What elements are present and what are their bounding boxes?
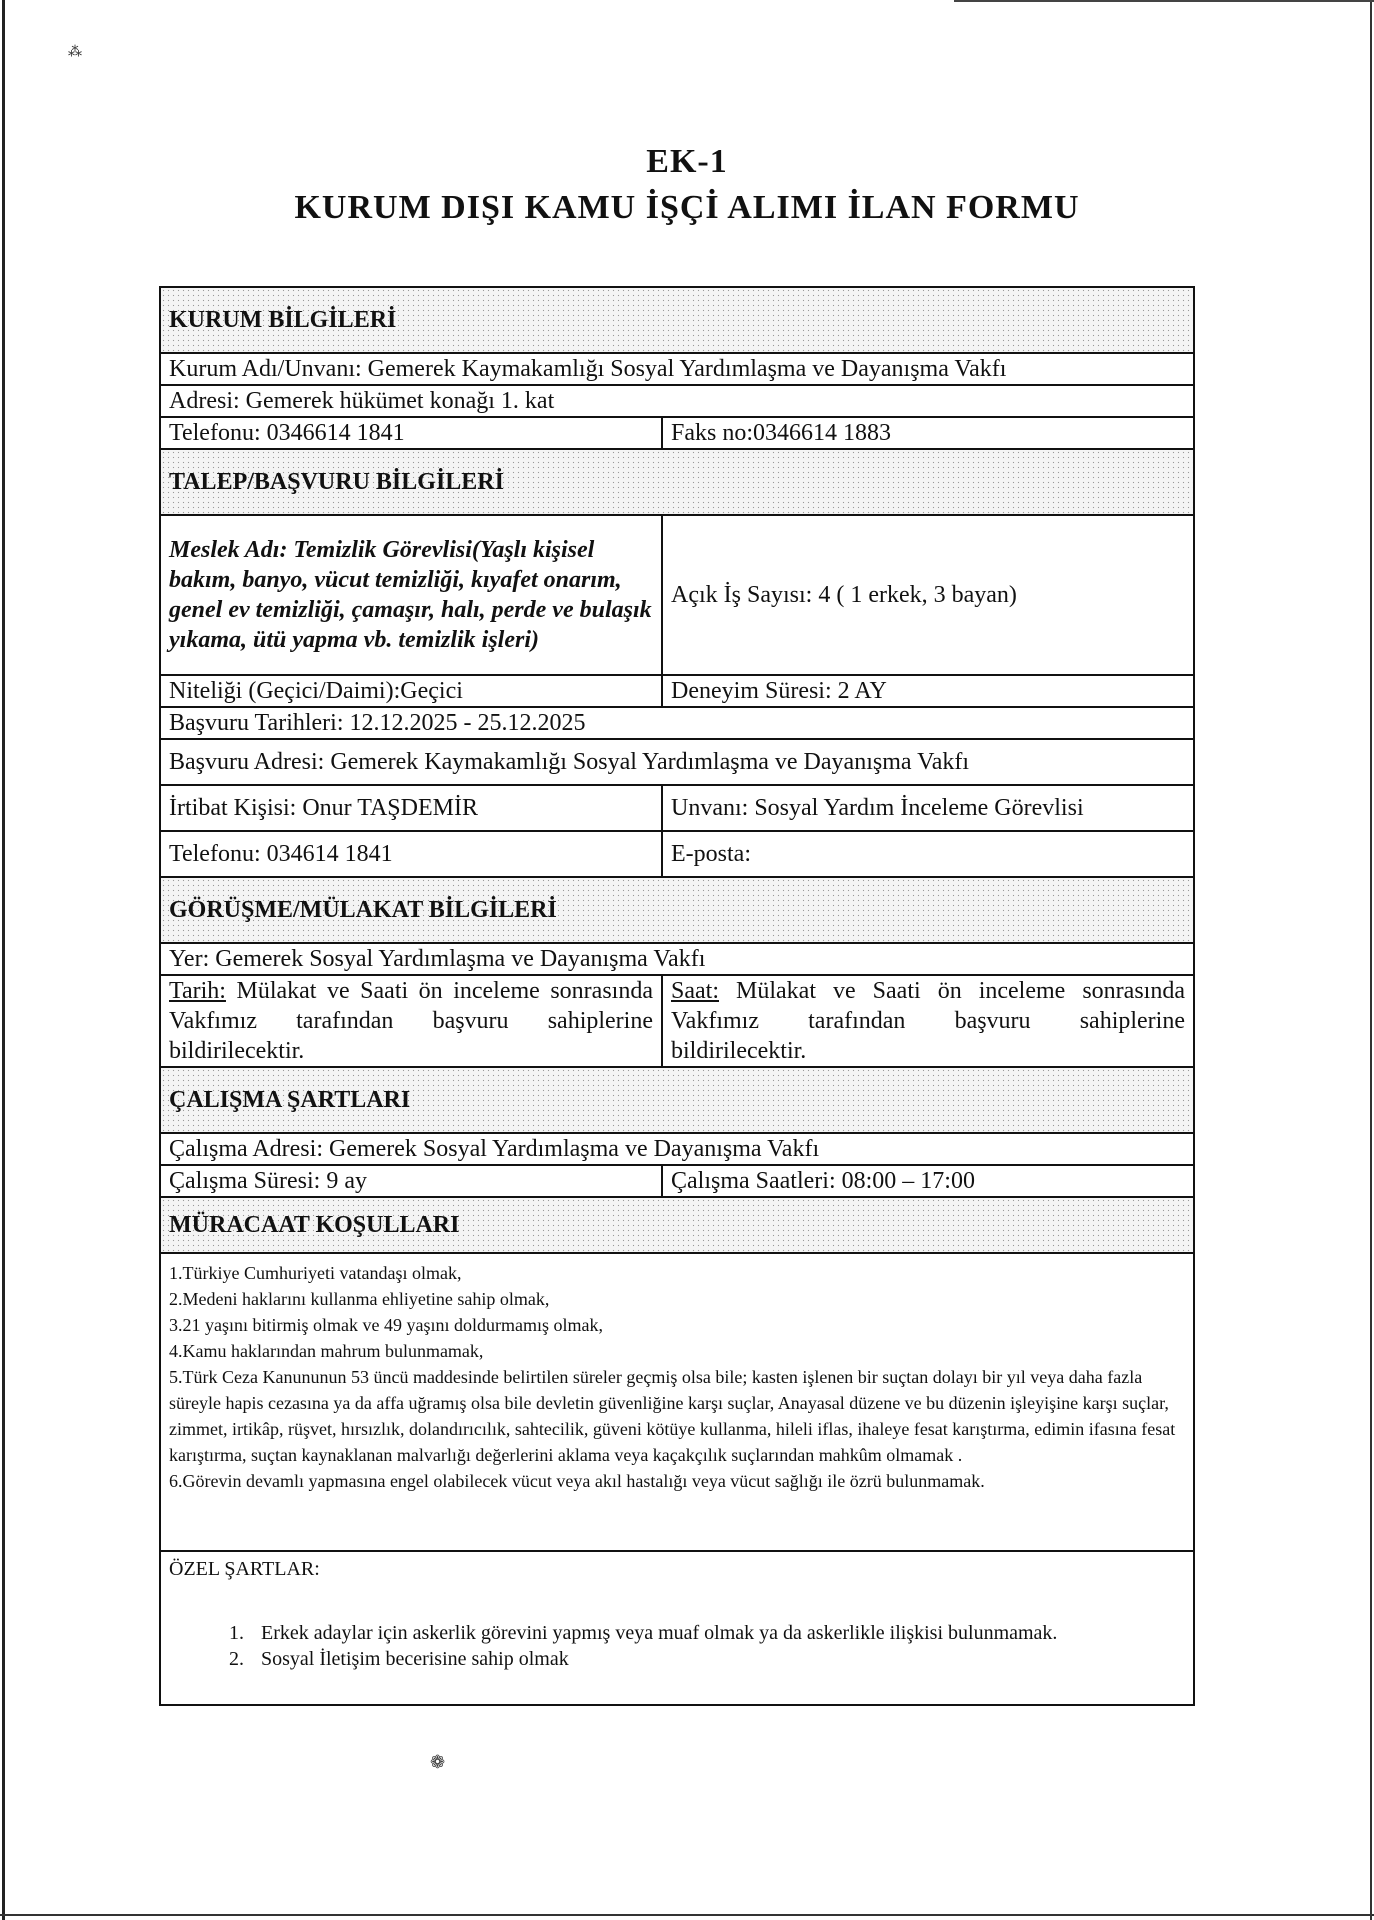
contact-person: İrtibat Kişisi: Onur TAŞDEMİR xyxy=(160,785,662,831)
scan-border-top xyxy=(954,0,1374,2)
special-conditions-title: ÖZEL ŞARTLAR: xyxy=(169,1558,320,1580)
application-requirements xyxy=(160,1253,1194,1551)
institution-address: Adresi: Gemerek hükümet konağı 1. kat xyxy=(160,385,1194,417)
application-dates: Başvuru Tarihleri: 12.12.2025 - 25.12.2025 xyxy=(160,707,1194,739)
special-condition-item: 1. Erkek adaylar için askerlik görevini yapmış veya muaf olmak ya da askerlikle ilişkisi bulunmamak. xyxy=(249,1620,1185,1646)
open-positions: Açık İş Sayısı: 4 ( 1 erkek, 3 bayan) xyxy=(662,515,1194,675)
section-header-talep xyxy=(160,449,1194,515)
requirement-item: 2.Medeni haklarını kullanma ehliyetine sahip olmak, xyxy=(169,1289,550,1309)
section-header-calisma xyxy=(160,1067,1194,1133)
application-address: Başvuru Adresi: Gemerek Kaymakamlığı Sosyal Yardımlaşma ve Dayanışma Vakfı xyxy=(160,739,1194,785)
institution-name: Kurum Adı/Unvanı: Gemerek Kaymakamlığı Sosyal Yardımlaşma ve Dayanışma Vakfı xyxy=(160,353,1194,385)
contact-title: Unvanı: Sosyal Yardım İnceleme Görevlisi xyxy=(662,785,1194,831)
requirement-item: 4.Kamu haklarından mahrum bulunmamak, xyxy=(169,1341,484,1361)
scan-border-left xyxy=(2,0,5,1920)
special-conditions xyxy=(160,1551,1194,1705)
section-title: MÜRACAAT KOŞULLARI xyxy=(169,1212,460,1238)
experience-duration: Deneyim Süresi: 2 AY xyxy=(662,675,1194,707)
work-duration: Çalışma Süresi: 9 ay xyxy=(160,1165,662,1197)
section-header-gorusme xyxy=(160,877,1194,943)
section-header-kurum xyxy=(160,287,1194,353)
scan-border-right xyxy=(1370,0,1372,1920)
section-header-muracaat xyxy=(160,1197,1194,1253)
requirement-item: 3.21 yaşını bitirmiş olmak ve 49 yaşını doldurmamış olmak, xyxy=(169,1315,603,1335)
section-title: GÖRÜŞME/MÜLAKAT BİLGİLERİ xyxy=(169,897,557,923)
interview-time-text: Mülakat ve Saati ön inceleme sonrasında Vakfımız tarafından başvuru sahiplerine bildirilecektir. xyxy=(671,978,1185,1064)
requirement-item: 1.Türkiye Cumhuriyeti vatandaşı olmak, xyxy=(169,1263,462,1283)
scan-stamp-icon: ❁ xyxy=(430,1752,446,1772)
contact-phone: Telefonu: 034614 1841 xyxy=(160,831,662,877)
scan-speck-icon: ⁂ xyxy=(68,45,82,60)
occupation-name: Meslek Adı: Temizlik Görevlisi(Yaşlı kişisel bakım, banyo, vücut temizliği, kıyafet onarım, genel ev temizliği, çamaşır, halı, perde ve bulaşık yıkama, ütü yapma vb. temizlik işleri) xyxy=(160,515,662,675)
employment-nature: Niteliği (Geçici/Daimi):Geçici xyxy=(160,675,662,707)
institution-phone: Telefonu: 0346614 1841 xyxy=(160,417,662,449)
work-hours: Çalışma Saatleri: 08:00 – 17:00 xyxy=(662,1165,1194,1197)
announcement-form-table xyxy=(159,286,1195,1706)
contact-email: E-posta: xyxy=(662,831,1194,877)
section-title: TALEP/BAŞVURU BİLGİLERİ xyxy=(169,469,504,495)
annex-label: EK-1 xyxy=(646,143,728,180)
special-condition-item: 2. Sosyal İletişim becerisine sahip olmak xyxy=(249,1646,1185,1672)
section-title: ÇALIŞMA ŞARTLARI xyxy=(169,1087,411,1113)
interview-date xyxy=(160,975,662,1067)
scan-border-bottom xyxy=(0,1914,1374,1916)
interview-date-text: Mülakat ve Saati ön inceleme sonrasında Vakfımız tarafından başvuru sahiplerine bildirilecektir. xyxy=(169,978,653,1064)
special-conditions-list xyxy=(169,1620,1185,1672)
interview-place: Yer: Gemerek Sosyal Yardımlaşma ve Dayanışma Vakfı xyxy=(160,943,1194,975)
document-header xyxy=(0,140,1374,232)
requirement-item: 6.Görevin devamlı yapmasına engel olabilecek vücut veya akıl hastalığı veya vücut sağlığı ile özrü bulunmamak. xyxy=(169,1471,985,1491)
interview-date-label: Tarih: xyxy=(169,978,226,1004)
form-title: KURUM DIŞI KAMU İŞÇİ ALIMI İLAN FORMU xyxy=(294,189,1080,226)
section-title: KURUM BİLGİLERİ xyxy=(169,307,397,333)
requirement-item: 5.Türk Ceza Kanununun 53 üncü maddesinde belirtilen süreler geçmiş olsa bile; kasten işlenen bir suçtan dolayı bir yıl veya daha fazla süreyle hapis cezasına ya da affa uğramış olsa bile devletin güvenliğine karşı suçlar, Anayasal düzene ve bu düzenin işleyişine karşı suçlar, zimmet, irtikâp, rüşvet, hırsızlık, dolandırıcılık, sahtecilik, güveni kötüye kullanma, hileli iflas, ihaleye fesat karıştırma, edimin ifasına fesat karıştırma, suçtan kaynaklanan malvarlığı değerlerini aklama veya kaçakçılık suçlarından mahkûm olmamak . xyxy=(169,1367,1176,1465)
institution-fax: Faks no:0346614 1883 xyxy=(662,417,1194,449)
interview-time xyxy=(662,975,1194,1067)
interview-time-label: Saat: xyxy=(671,978,719,1004)
work-address: Çalışma Adresi: Gemerek Sosyal Yardımlaşma ve Dayanışma Vakfı xyxy=(160,1133,1194,1165)
